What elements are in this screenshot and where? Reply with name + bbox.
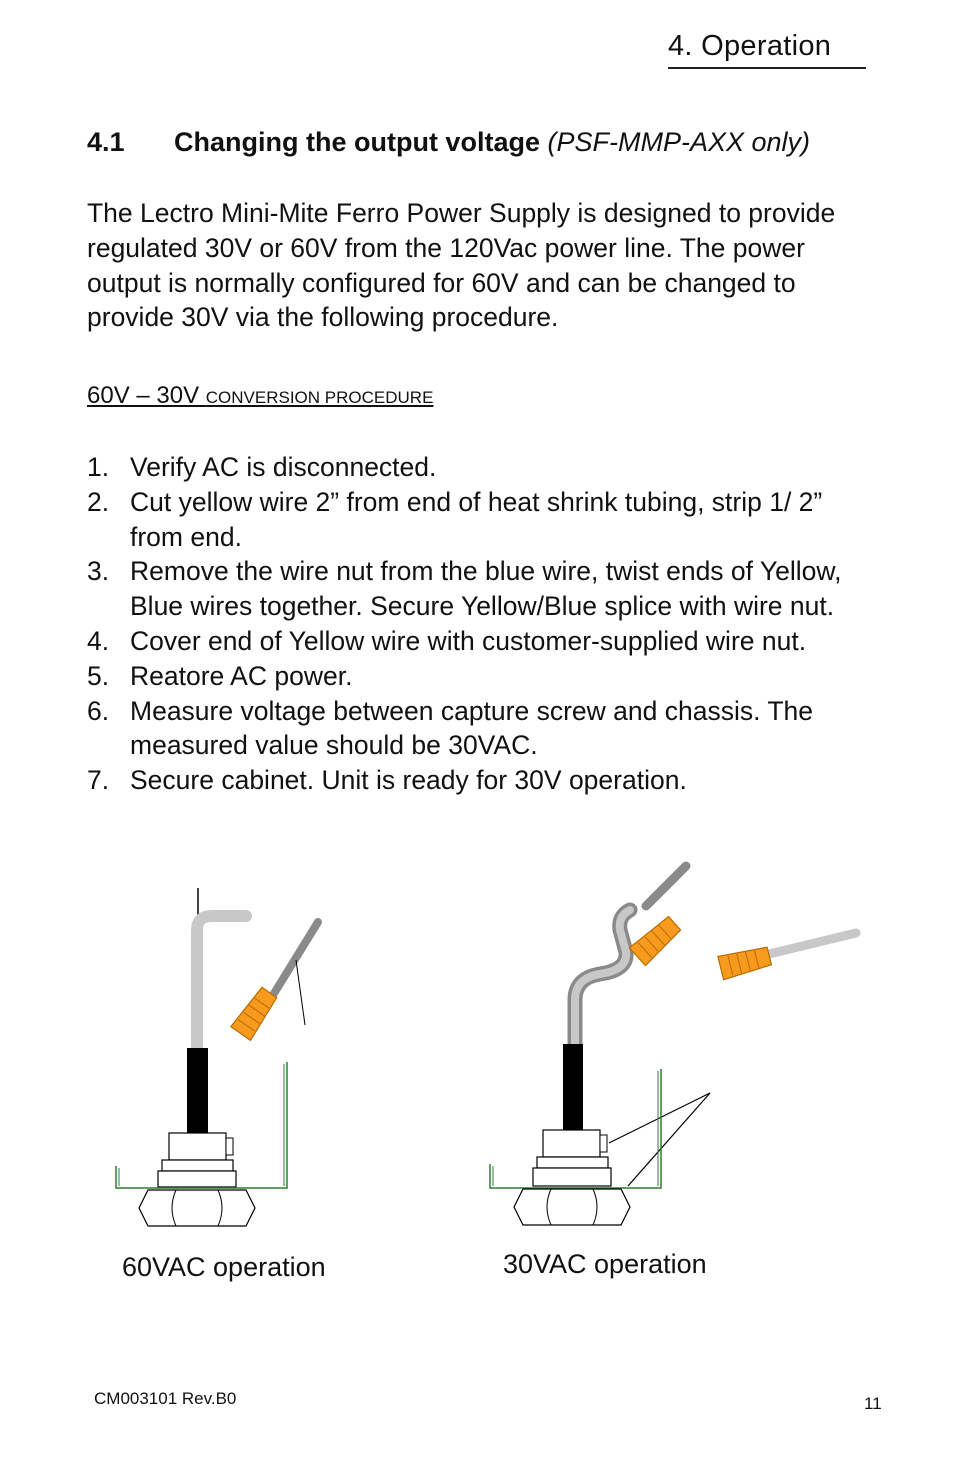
heat-shrink-tubing (563, 1044, 583, 1132)
capture-screw (226, 1138, 233, 1155)
wiring-diagram (95, 850, 875, 1240)
yellow-wire (646, 866, 686, 906)
step-number: 2. (87, 486, 110, 517)
step-text: Reatore AC power. (130, 660, 353, 691)
terminal-base (533, 1168, 611, 1186)
procedure-step (87, 554, 877, 624)
procedure-step (87, 485, 877, 555)
procedure-step (87, 694, 877, 764)
procedure-step (87, 763, 877, 798)
step-number: 4. (87, 625, 110, 656)
section-heading (87, 127, 810, 158)
hex-nut (139, 1190, 255, 1226)
heat-shrink-tubing (187, 1048, 208, 1134)
procedure-heading (87, 382, 433, 410)
step-text: Measure voltage between capture screw and chassis. The measured value should be 30VAC. (130, 695, 813, 761)
procedure-step (87, 450, 877, 485)
step-text: Remove the wire nut from the blue wire, twist ends of Yellow, Blue wires together. Secure Yellow/Blue splice with wire nut. (130, 556, 842, 622)
terminal-collar (162, 1160, 233, 1171)
chapter-title: 4. Operation (668, 30, 832, 62)
step-number: 5. (87, 660, 110, 691)
step-number: 1. (87, 452, 110, 482)
pointer-line (296, 960, 305, 1025)
procedure-step (87, 659, 877, 694)
wire-nut (231, 986, 279, 1041)
capture-screw (600, 1135, 607, 1152)
yellow-wire (270, 922, 318, 1000)
caption-30vac: 30VAC operation (503, 1249, 707, 1279)
hex-nut (514, 1189, 630, 1225)
intro-paragraph: The Lectro Mini-Mite Ferro Power Supply is designed to provide regulated 30V or 60V from the 120Vac power line. The power output is normally configured for 60V and can be changed to provide 30V via the following procedure. (87, 198, 836, 333)
step-text: Cover end of Yellow wire with customer-supplied wire nut. (130, 625, 807, 656)
step-number: 3. (87, 556, 110, 587)
diagram-30vac (490, 866, 856, 1225)
pointer-line (609, 1093, 710, 1143)
procedure-heading-main: 60V – 30V (87, 382, 206, 409)
caption-60vac: 60VAC operation (122, 1252, 326, 1282)
terminal-body (543, 1130, 600, 1157)
terminal-base (158, 1171, 236, 1187)
step-number: 6. (87, 695, 110, 726)
page-number: 11 (864, 1394, 882, 1413)
terminal-body (169, 1133, 226, 1160)
procedure-steps (87, 450, 877, 798)
footer-doc-id: CM003101 Rev.B0 (94, 1389, 237, 1408)
step-text: Secure cabinet. Unit is ready for 30V operation. (130, 765, 687, 796)
step-text: Verify AC is disconnected. (130, 452, 437, 482)
section-number: 4.1 (87, 127, 125, 157)
step-number: 7. (87, 765, 110, 796)
procedure-heading-smallcaps: CONVERSION PROCEDURE (205, 388, 434, 407)
pointer-line (628, 1093, 710, 1186)
procedure-step (87, 624, 877, 659)
chapter-title-rule (668, 67, 866, 69)
wire-nut (629, 914, 682, 965)
loose-wire (765, 933, 856, 955)
step-text: Cut yellow wire 2” from end of heat shrink tubing, strip 1/ 2” from end. (130, 486, 823, 552)
section-title: Changing the output voltage (174, 127, 540, 157)
diagram-60vac (116, 888, 318, 1226)
terminal-collar (537, 1157, 608, 1168)
section-note: (PSF-MMP-AXX only) (547, 127, 811, 157)
wire-nut (718, 944, 772, 979)
